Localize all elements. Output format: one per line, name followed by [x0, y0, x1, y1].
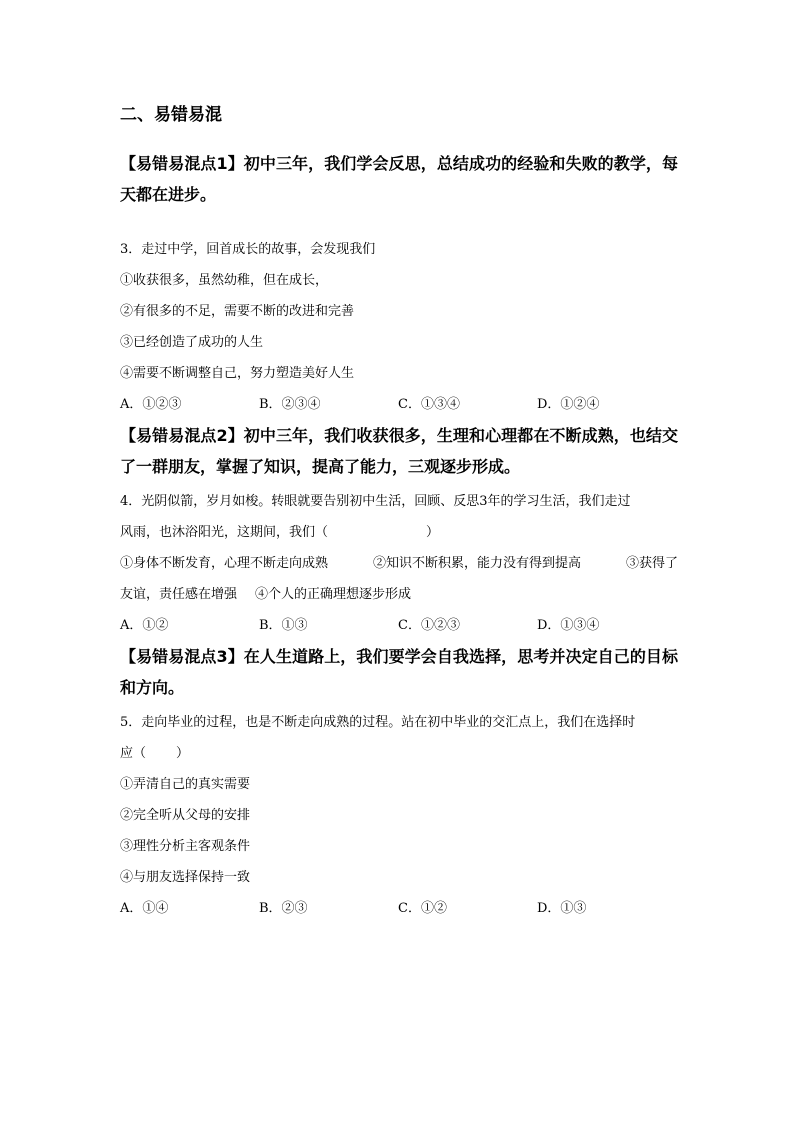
question-4-choice-c[interactable]: C．①②③: [398, 618, 460, 633]
question-5-choices: [120, 893, 678, 924]
question-3-option-1: ①收获很多，虽然幼稚，但在成长，: [120, 273, 329, 288]
error-point-2: 【易错易混点2】初中三年，我们收获很多，生理和心理都在不断成熟，也结交了一群朋友，掌握了知识，提高了能力，三观逐步形成。: [120, 426, 678, 476]
question-4-choice-a[interactable]: A．①②: [120, 618, 169, 633]
question-3-option-3: ③已经创造了成功的人生: [120, 335, 264, 350]
section-title: 二、易错易混: [120, 105, 222, 125]
question-5-stem-text: 应（: [120, 746, 147, 761]
question-3-choice-a[interactable]: A．①②③: [120, 397, 182, 412]
question-4-option-4: ④个人的正确理想逐步形成: [255, 587, 412, 602]
question-4-options-line-2: [120, 579, 678, 610]
question-5-option-2: ②完全听从父母的安排: [120, 808, 251, 823]
question-4-option-3-end: 友谊，责任感在增强: [120, 587, 238, 602]
question-4-stem-line-1: 4．光阴似箭，岁月如梭。转眼就要告别初中生活，回顾、反思3年的学习生活，我们走过: [120, 494, 631, 509]
question-4-stem-text: 风雨，也沐浴阳光，这期间，我们（: [120, 525, 329, 540]
error-point-1: 【易错易混点1】初中三年，我们学会反思，总结成功的经验和失败的教学，每天都在进步。: [120, 154, 678, 204]
question-5-choice-d[interactable]: D．①③: [537, 901, 587, 916]
question-3-choices: [120, 389, 678, 420]
document-content: [120, 102, 678, 924]
question-4-options-line-1: [120, 548, 678, 579]
question-5-option-4: ④与朋友选择保持一致: [120, 870, 251, 885]
question-5-stem-close: ）: [176, 746, 190, 761]
question-4-option-2: ②知识不断积累，能力没有得到提高: [372, 556, 581, 571]
question-5-option-3: ③理性分析主客观条件: [120, 839, 251, 854]
question-4-choice-b[interactable]: B．①③: [259, 618, 308, 633]
question-5-choice-c[interactable]: C．①②: [398, 901, 447, 916]
question-5: [120, 707, 678, 924]
question-5-option-1: ①弄清自己的真实需要: [120, 777, 251, 792]
question-4-option-3-start: ③获得了: [625, 556, 678, 571]
question-5-stem-line-2: [120, 738, 678, 769]
question-5-choice-a[interactable]: A．①④: [120, 901, 169, 916]
question-4-choice-d[interactable]: D．①③④: [537, 618, 600, 633]
question-4-option-1: ①身体不断发育，心理不断走向成熟: [120, 556, 329, 571]
question-4-stem-close: ）: [426, 525, 440, 540]
question-4: [120, 486, 678, 641]
question-5-choice-b[interactable]: B．②③: [259, 901, 308, 916]
question-4-stem-line-2: [120, 517, 678, 548]
question-3: [120, 234, 678, 420]
question-4-choices: [120, 610, 678, 641]
question-5-stem-line-1: 5．走向毕业的过程，也是不断走向成熟的过程。站在初中毕业的交汇点上，我们在选择时: [120, 715, 636, 730]
question-3-option-2: ②有很多的不足，需要不断的改进和完善: [120, 304, 355, 319]
question-3-option-4: ④需要不断调整自己，努力塑造美好人生: [120, 366, 355, 381]
question-3-stem: 3．走过中学，回首成长的故事，会发现我们: [120, 242, 376, 257]
question-3-choice-d[interactable]: D．①②④: [537, 397, 600, 412]
error-point-3: 【易错易混点3】在人生道路上，我们要学会自我选择，思考并决定自己的目标和方向。: [120, 647, 678, 697]
question-3-choice-b[interactable]: B．②③④: [259, 397, 321, 412]
question-3-choice-c[interactable]: C．①③④: [398, 397, 460, 412]
